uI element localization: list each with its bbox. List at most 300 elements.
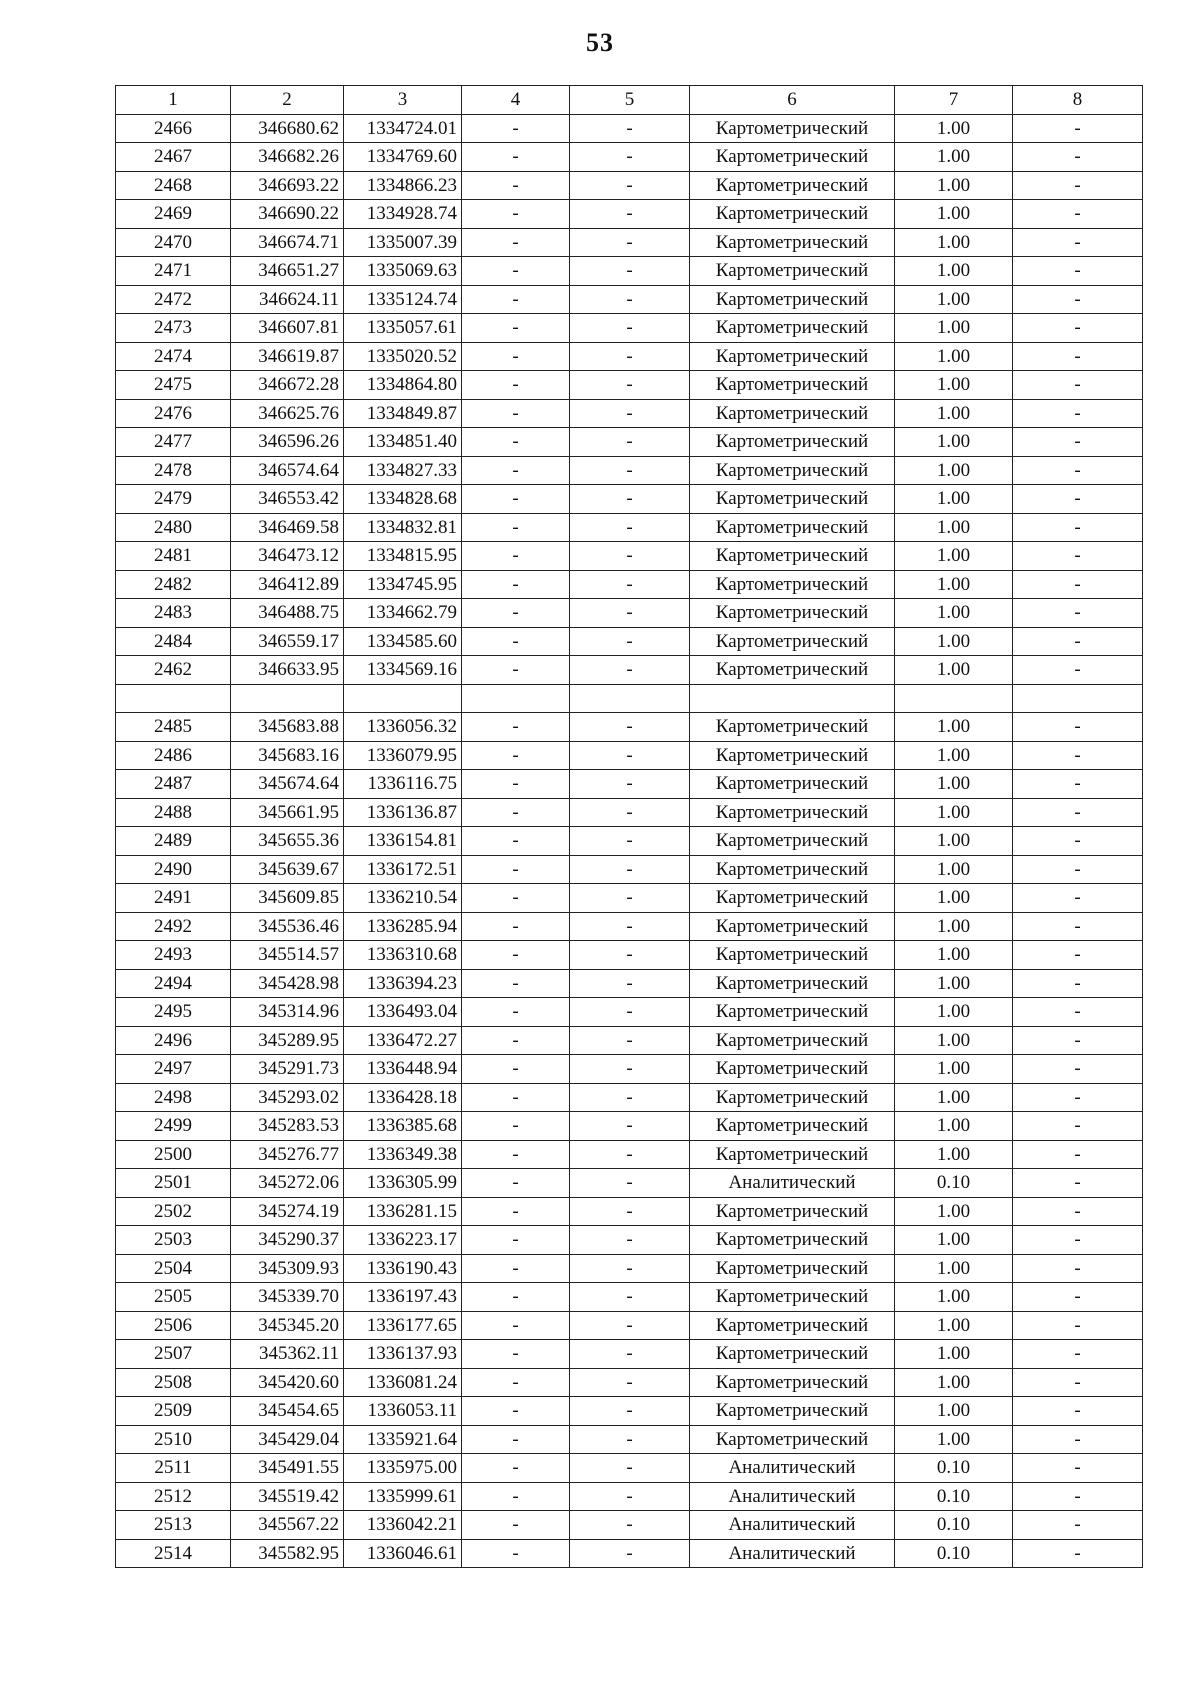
col-4-value-cell: - [462,599,570,628]
method-cell: Картометрический [690,542,895,571]
col-8-value-cell: - [1013,1425,1143,1454]
x-coordinate-cell: 345345.20 [231,1311,344,1340]
table-row [116,456,1143,485]
point-number-cell: 2507 [116,1340,231,1369]
y-coordinate-cell: 1335975.00 [344,1454,462,1483]
method-cell [690,684,895,713]
y-coordinate-cell: 1336154.81 [344,827,462,856]
y-coordinate-cell: 1336190.43 [344,1254,462,1283]
col-5-value-cell: - [570,770,690,799]
y-coordinate-cell: 1334662.79 [344,599,462,628]
point-number-cell: 2478 [116,456,231,485]
point-number-cell: 2476 [116,399,231,428]
table-row [116,713,1143,742]
col-5-value-cell: - [570,1197,690,1226]
col-8-value-cell: - [1013,114,1143,143]
table-row [116,399,1143,428]
y-coordinate-cell: 1336285.94 [344,912,462,941]
y-coordinate-cell: 1336079.95 [344,741,462,770]
point-number-cell: 2502 [116,1197,231,1226]
method-cell: Картометрический [690,257,895,286]
x-coordinate-cell: 346682.26 [231,143,344,172]
y-coordinate-cell: 1334569.16 [344,656,462,685]
col-8-value-cell: - [1013,257,1143,286]
col-4-value-cell: - [462,1454,570,1483]
point-number-cell: 2510 [116,1425,231,1454]
accuracy-cell: 0.10 [895,1511,1013,1540]
col-4-value-cell: - [462,1511,570,1540]
y-coordinate-cell: 1334745.95 [344,570,462,599]
method-cell: Картометрический [690,1340,895,1369]
col-8-value-cell: - [1013,1026,1143,1055]
y-coordinate-cell: 1334851.40 [344,428,462,457]
table-row [116,1226,1143,1255]
method-cell: Картометрический [690,656,895,685]
y-coordinate-cell: 1336349.38 [344,1140,462,1169]
table-row [116,770,1143,799]
y-coordinate-cell: 1336472.27 [344,1026,462,1055]
col-8-value-cell: - [1013,884,1143,913]
method-cell: Картометрический [690,143,895,172]
col-8-value-cell: - [1013,1454,1143,1483]
col-4-value-cell: - [462,114,570,143]
table-row [116,485,1143,514]
method-cell: Картометрический [690,171,895,200]
col-4-value-cell: - [462,1169,570,1198]
col-8-value-cell: - [1013,1283,1143,1312]
col-5-value-cell: - [570,941,690,970]
y-coordinate-cell: 1336042.21 [344,1511,462,1540]
col-8-value-cell: - [1013,456,1143,485]
col-4-value-cell: - [462,1482,570,1511]
point-number-cell: 2493 [116,941,231,970]
col-4-value-cell: - [462,998,570,1027]
method-cell: Картометрический [690,599,895,628]
point-number-cell: 2469 [116,200,231,229]
col-4-value-cell: - [462,257,570,286]
x-coordinate-cell: 346619.87 [231,342,344,371]
x-coordinate-cell: 345567.22 [231,1511,344,1540]
page-number: 53 [586,28,614,57]
x-coordinate-cell: 345514.57 [231,941,344,970]
table-row [116,1511,1143,1540]
table-row [116,1283,1143,1312]
x-coordinate-cell: 345291.73 [231,1055,344,1084]
x-coordinate-cell: 346412.89 [231,570,344,599]
col-4-value-cell: - [462,228,570,257]
method-cell: Картометрический [690,855,895,884]
col-4-value-cell: - [462,1254,570,1283]
point-number-cell: 2500 [116,1140,231,1169]
table-row [116,1539,1143,1568]
method-cell: Картометрический [690,399,895,428]
col-4-value-cell: - [462,656,570,685]
y-coordinate-cell [344,684,462,713]
col-8-value-cell: - [1013,399,1143,428]
y-coordinate-cell: 1336223.17 [344,1226,462,1255]
table-row [116,314,1143,343]
point-number-cell: 2471 [116,257,231,286]
method-cell: Картометрический [690,1055,895,1084]
x-coordinate-cell: 345283.53 [231,1112,344,1141]
point-number-cell: 2508 [116,1368,231,1397]
col-4-value-cell: - [462,855,570,884]
col-8-value-cell: - [1013,798,1143,827]
method-cell: Картометрический [690,1197,895,1226]
x-coordinate-cell: 346690.22 [231,200,344,229]
col-4-value-cell: - [462,285,570,314]
col-5-value-cell: - [570,399,690,428]
col-8-value-cell: - [1013,656,1143,685]
x-coordinate-cell: 346680.62 [231,114,344,143]
col-5-value-cell: - [570,314,690,343]
table-row [116,114,1143,143]
col-8-value-cell: - [1013,741,1143,770]
x-coordinate-cell: 345428.98 [231,969,344,998]
table-row [116,1197,1143,1226]
col-8-value-cell: - [1013,1397,1143,1426]
col-8-value-cell: - [1013,770,1143,799]
col-5-value-cell: - [570,1397,690,1426]
col-5-value-cell: - [570,114,690,143]
point-number-cell: 2480 [116,513,231,542]
table-row [116,684,1143,713]
table-body [116,114,1143,1568]
point-number-cell: 2505 [116,1283,231,1312]
x-coordinate-cell: 345674.64 [231,770,344,799]
accuracy-cell: 1.00 [895,770,1013,799]
table-row [116,1254,1143,1283]
col-4-value-cell: - [462,969,570,998]
accuracy-cell: 1.00 [895,570,1013,599]
col-4-value-cell: - [462,1340,570,1369]
col-4-value-cell: - [462,513,570,542]
y-coordinate-cell: 1336116.75 [344,770,462,799]
col-5-value-cell: - [570,228,690,257]
table-row [116,1425,1143,1454]
table-row [116,1368,1143,1397]
col-8-value-cell: - [1013,285,1143,314]
y-coordinate-cell: 1336310.68 [344,941,462,970]
x-coordinate-cell: 346624.11 [231,285,344,314]
point-number-cell: 2492 [116,912,231,941]
col-8-value-cell: - [1013,428,1143,457]
table-row [116,513,1143,542]
y-coordinate-cell: 1334866.23 [344,171,462,200]
col-4-value-cell: - [462,1425,570,1454]
col-5-value-cell: - [570,855,690,884]
x-coordinate-cell: 345536.46 [231,912,344,941]
column-header-3: 3 [344,86,462,115]
method-cell: Картометрический [690,912,895,941]
method-cell: Аналитический [690,1511,895,1540]
col-4-value-cell: - [462,1226,570,1255]
table-row [116,257,1143,286]
accuracy-cell: 1.00 [895,1254,1013,1283]
col-4-value-cell: - [462,371,570,400]
col-5-value-cell: - [570,1340,690,1369]
table-row [116,599,1143,628]
method-cell: Картометрический [690,884,895,913]
col-8-value-cell: - [1013,855,1143,884]
y-coordinate-cell: 1336056.32 [344,713,462,742]
col-4-value-cell: - [462,1055,570,1084]
point-number-cell: 2511 [116,1454,231,1483]
table-row [116,200,1143,229]
point-number-cell: 2477 [116,428,231,457]
col-8-value-cell: - [1013,998,1143,1027]
method-cell: Картометрический [690,798,895,827]
x-coordinate-cell: 345362.11 [231,1340,344,1369]
y-coordinate-cell: 1335020.52 [344,342,462,371]
accuracy-cell: 1.00 [895,1083,1013,1112]
col-4-value-cell: - [462,1112,570,1141]
col-5-value-cell: - [570,798,690,827]
x-coordinate-cell: 346607.81 [231,314,344,343]
x-coordinate-cell: 345289.95 [231,1026,344,1055]
col-5-value-cell: - [570,1226,690,1255]
point-number-cell: 2494 [116,969,231,998]
accuracy-cell: 1.00 [895,399,1013,428]
accuracy-cell: 0.10 [895,1169,1013,1198]
col-8-value-cell: - [1013,542,1143,571]
col-8-value-cell: - [1013,941,1143,970]
point-number-cell: 2483 [116,599,231,628]
col-5-value-cell: - [570,485,690,514]
method-cell: Картометрический [690,741,895,770]
y-coordinate-cell: 1336136.87 [344,798,462,827]
col-4-value-cell: - [462,827,570,856]
col-8-value-cell: - [1013,1311,1143,1340]
x-coordinate-cell: 346488.75 [231,599,344,628]
col-4-value-cell: - [462,1397,570,1426]
table-row [116,912,1143,941]
y-coordinate-cell: 1335124.74 [344,285,462,314]
y-coordinate-cell: 1336172.51 [344,855,462,884]
y-coordinate-cell: 1336046.61 [344,1539,462,1568]
method-cell: Картометрический [690,969,895,998]
y-coordinate-cell: 1336305.99 [344,1169,462,1198]
accuracy-cell: 1.00 [895,998,1013,1027]
col-4-value-cell: - [462,1539,570,1568]
col-8-value-cell: - [1013,1340,1143,1369]
method-cell: Картометрический [690,342,895,371]
table-row [116,1311,1143,1340]
accuracy-cell: 1.00 [895,1425,1013,1454]
accuracy-cell: 1.00 [895,428,1013,457]
x-coordinate-cell: 345309.93 [231,1254,344,1283]
col-4-value-cell: - [462,428,570,457]
col-5-value-cell: - [570,713,690,742]
col-5-value-cell: - [570,1311,690,1340]
accuracy-cell: 1.00 [895,1397,1013,1426]
x-coordinate-cell: 345661.95 [231,798,344,827]
col-4-value-cell: - [462,1283,570,1312]
table-row [116,941,1143,970]
col-4-value-cell: - [462,713,570,742]
accuracy-cell: 1.00 [895,1026,1013,1055]
x-coordinate-cell: 345429.04 [231,1425,344,1454]
method-cell: Картометрический [690,1112,895,1141]
y-coordinate-cell: 1334724.01 [344,114,462,143]
table-row [116,1112,1143,1141]
x-coordinate-cell: 345276.77 [231,1140,344,1169]
point-number-cell: 2467 [116,143,231,172]
table-row [116,1140,1143,1169]
col-5-value-cell: - [570,1368,690,1397]
point-number-cell: 2481 [116,542,231,571]
col-5-value-cell: - [570,1083,690,1112]
x-coordinate-cell: 345420.60 [231,1368,344,1397]
accuracy-cell: 1.00 [895,456,1013,485]
accuracy-cell: 1.00 [895,1140,1013,1169]
table-row [116,998,1143,1027]
x-coordinate-cell: 345339.70 [231,1283,344,1312]
point-number-cell: 2495 [116,998,231,1027]
col-5-value-cell: - [570,342,690,371]
y-coordinate-cell: 1334928.74 [344,200,462,229]
col-5-value-cell: - [570,1055,690,1084]
method-cell: Картометрический [690,314,895,343]
y-coordinate-cell: 1336448.94 [344,1055,462,1084]
x-coordinate-cell: 345609.85 [231,884,344,913]
col-4-value-cell [462,684,570,713]
y-coordinate-cell: 1336137.93 [344,1340,462,1369]
y-coordinate-cell: 1334832.81 [344,513,462,542]
col-8-value-cell: - [1013,1140,1143,1169]
y-coordinate-cell: 1335921.64 [344,1425,462,1454]
accuracy-cell: 1.00 [895,542,1013,571]
col-8-value-cell: - [1013,1197,1143,1226]
col-8-value-cell: - [1013,513,1143,542]
col-5-value-cell: - [570,1511,690,1540]
col-8-value-cell: - [1013,1254,1143,1283]
point-number-cell: 2489 [116,827,231,856]
point-number-cell: 2488 [116,798,231,827]
coordinates-table [115,85,1143,1568]
column-header-1: 1 [116,86,231,115]
table-header-row [116,86,1143,115]
col-4-value-cell: - [462,1026,570,1055]
col-5-value-cell: - [570,143,690,172]
x-coordinate-cell: 345491.55 [231,1454,344,1483]
col-8-value-cell: - [1013,485,1143,514]
accuracy-cell: 1.00 [895,513,1013,542]
point-number-cell: 2484 [116,627,231,656]
y-coordinate-cell: 1336385.68 [344,1112,462,1141]
method-cell: Картометрический [690,1083,895,1112]
table-row [116,1397,1143,1426]
x-coordinate-cell: 346574.64 [231,456,344,485]
col-5-value-cell: - [570,542,690,571]
col-8-value-cell: - [1013,1368,1143,1397]
col-8-value-cell: - [1013,143,1143,172]
table-row [116,827,1143,856]
col-8-value-cell: - [1013,827,1143,856]
col-5-value-cell: - [570,200,690,229]
col-4-value-cell: - [462,314,570,343]
y-coordinate-cell: 1334769.60 [344,143,462,172]
table-row [116,798,1143,827]
point-number-cell: 2474 [116,342,231,371]
col-8-value-cell [1013,684,1143,713]
method-cell: Картометрический [690,998,895,1027]
method-cell: Картометрический [690,228,895,257]
method-cell: Картометрический [690,456,895,485]
accuracy-cell: 1.00 [895,257,1013,286]
method-cell: Картометрический [690,627,895,656]
y-coordinate-cell: 1336177.65 [344,1311,462,1340]
x-coordinate-cell: 345655.36 [231,827,344,856]
x-coordinate-cell: 346672.28 [231,371,344,400]
y-coordinate-cell: 1334864.80 [344,371,462,400]
col-4-value-cell: - [462,456,570,485]
col-5-value-cell: - [570,513,690,542]
col-4-value-cell: - [462,884,570,913]
col-8-value-cell: - [1013,912,1143,941]
accuracy-cell: 1.00 [895,599,1013,628]
accuracy-cell: 1.00 [895,285,1013,314]
table-row [116,143,1143,172]
x-coordinate-cell: 345454.65 [231,1397,344,1426]
col-5-value-cell: - [570,1539,690,1568]
y-coordinate-cell: 1336394.23 [344,969,462,998]
col-8-value-cell: - [1013,1055,1143,1084]
x-coordinate-cell: 345293.02 [231,1083,344,1112]
col-5-value-cell: - [570,1254,690,1283]
col-4-value-cell: - [462,941,570,970]
y-coordinate-cell: 1334828.68 [344,485,462,514]
x-coordinate-cell: 346473.12 [231,542,344,571]
accuracy-cell: 1.00 [895,485,1013,514]
accuracy-cell: 1.00 [895,1283,1013,1312]
col-5-value-cell: - [570,912,690,941]
x-coordinate-cell: 345274.19 [231,1197,344,1226]
x-coordinate-cell: 346553.42 [231,485,344,514]
point-number-cell: 2501 [116,1169,231,1198]
col-8-value-cell: - [1013,1511,1143,1540]
point-number-cell: 2475 [116,371,231,400]
x-coordinate-cell [231,684,344,713]
method-cell: Картометрический [690,485,895,514]
accuracy-cell: 1.00 [895,1226,1013,1255]
point-number-cell: 2472 [116,285,231,314]
method-cell: Картометрический [690,1368,895,1397]
accuracy-cell [895,684,1013,713]
method-cell: Картометрический [690,941,895,970]
accuracy-cell: 1.00 [895,941,1013,970]
accuracy-cell: 1.00 [895,827,1013,856]
table-row [116,1454,1143,1483]
y-coordinate-cell: 1334585.60 [344,627,462,656]
point-number-cell: 2468 [116,171,231,200]
col-8-value-cell: - [1013,228,1143,257]
accuracy-cell: 1.00 [895,1311,1013,1340]
x-coordinate-cell: 346693.22 [231,171,344,200]
table-row [116,428,1143,457]
col-4-value-cell: - [462,627,570,656]
col-5-value-cell: - [570,884,690,913]
column-header-2: 2 [231,86,344,115]
point-number-cell: 2485 [116,713,231,742]
col-5-value-cell: - [570,1454,690,1483]
col-5-value-cell: - [570,1482,690,1511]
accuracy-cell: 1.00 [895,969,1013,998]
col-4-value-cell: - [462,485,570,514]
col-5-value-cell: - [570,1026,690,1055]
point-number-cell: 2496 [116,1026,231,1055]
accuracy-cell: 1.00 [895,1055,1013,1084]
